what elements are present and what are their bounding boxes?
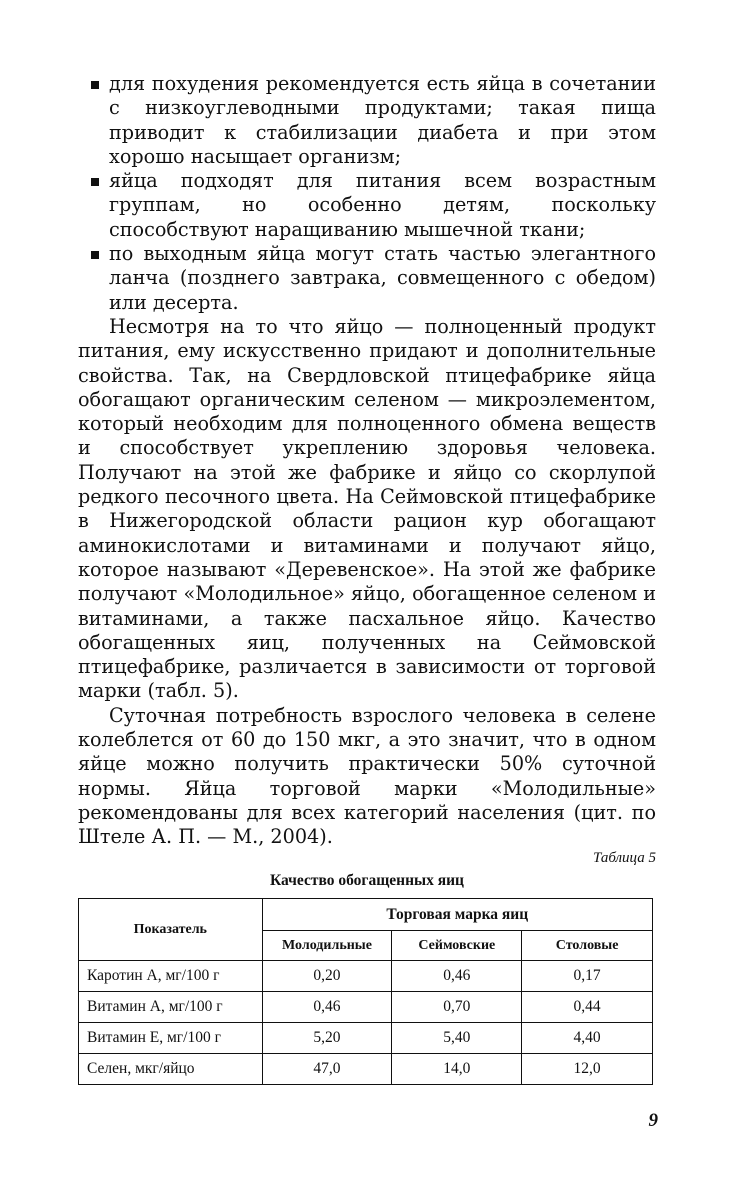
- table-cell: 4,40: [522, 1023, 653, 1054]
- table-row: [79, 1054, 653, 1085]
- param-header: Показатель: [79, 899, 263, 961]
- row-label: Каротин А, мг/100 г: [79, 961, 263, 992]
- table-cell: 5,40: [392, 1023, 522, 1054]
- table-row: [79, 1023, 653, 1054]
- table-cell: 0,46: [262, 992, 392, 1023]
- page-number: 9: [648, 1110, 658, 1131]
- table-header-row: [79, 899, 653, 931]
- table-cell: 0,17: [522, 961, 653, 992]
- row-label: Селен, мкг/яйцо: [79, 1054, 263, 1085]
- paragraph: Суточная потребность взрослого человека в селене колеблется от 60 до 150 мкг, а это значит, что в одном яйце можно получить практически 50% суточной нормы. Яйца торговой марки «Молодильные» рекомендованы для всех категорий населения (цит. по Штеле А. П. — М., 2004).: [78, 703, 656, 849]
- table-label: Таблица 5: [593, 850, 656, 866]
- row-label: Витамин Е, мг/100 г: [79, 1023, 263, 1054]
- table-cell: 5,20: [262, 1023, 392, 1054]
- table-cell: 12,0: [522, 1054, 653, 1085]
- bullet-list: [78, 72, 656, 315]
- table-cell: 0,70: [392, 992, 522, 1023]
- table-cell: 0,46: [392, 961, 522, 992]
- bullet-item: для похудения рекомендуется есть яйца в сочетании с низкоуглеводными продуктами; такая пища приводит к стабилизации диабета и при этом хорошо насыщает организм;: [78, 72, 656, 169]
- data-table: [78, 898, 653, 1085]
- table-cell: 14,0: [392, 1054, 522, 1085]
- row-label: Витамин А, мг/100 г: [79, 992, 263, 1023]
- bullet-item: яйца подходят для питания всем возрастным группам, но особенно детям, поскольку способствуют наращиванию мышечной ткани;: [78, 169, 656, 242]
- table-row: [79, 992, 653, 1023]
- group-header: Торговая марка яиц: [262, 899, 652, 931]
- table-cell: 0,20: [262, 961, 392, 992]
- table-cell: 0,44: [522, 992, 653, 1023]
- table-row: [79, 961, 653, 992]
- brand-header: Столовые: [522, 931, 653, 961]
- table-title: Качество обогащенных яиц: [270, 872, 464, 889]
- paragraph: Несмотря на то что яйцо — полноценный продукт питания, ему искусственно придают и дополнительные свойства. Так, на Свердловской птицефабрике яйца обогащают органическим селеном — микроэлементом, который необходим для полноценного обмена веществ и способствует укреплению здоровья человека. Получают на этой же фабрике и яйцо со скорлупой редкого песочного цвета. На Сеймовской птицефабрике в Нижегородской области рацион кур обогащают аминокислотами и витаминами и получают яйцо, которое называют «Деревенское». На этой же фабрике получают «Молодильное» яйцо, обогащенное селеном и витаминами, а также пасхальное яйцо. Качество обогащенных яиц, полученных на Сеймовской птицефабрике, различается в зависимости от торговой марки (табл. 5).: [78, 314, 656, 703]
- brand-header: Сеймовские: [392, 931, 522, 961]
- table-cell: 47,0: [262, 1054, 392, 1085]
- body-text: [78, 72, 656, 850]
- bullet-item: по выходным яйца могут стать частью элегантного ланча (позднего завтрака, совмещенного с обедом) или десерта.: [78, 242, 656, 315]
- brand-header: Молодильные: [262, 931, 392, 961]
